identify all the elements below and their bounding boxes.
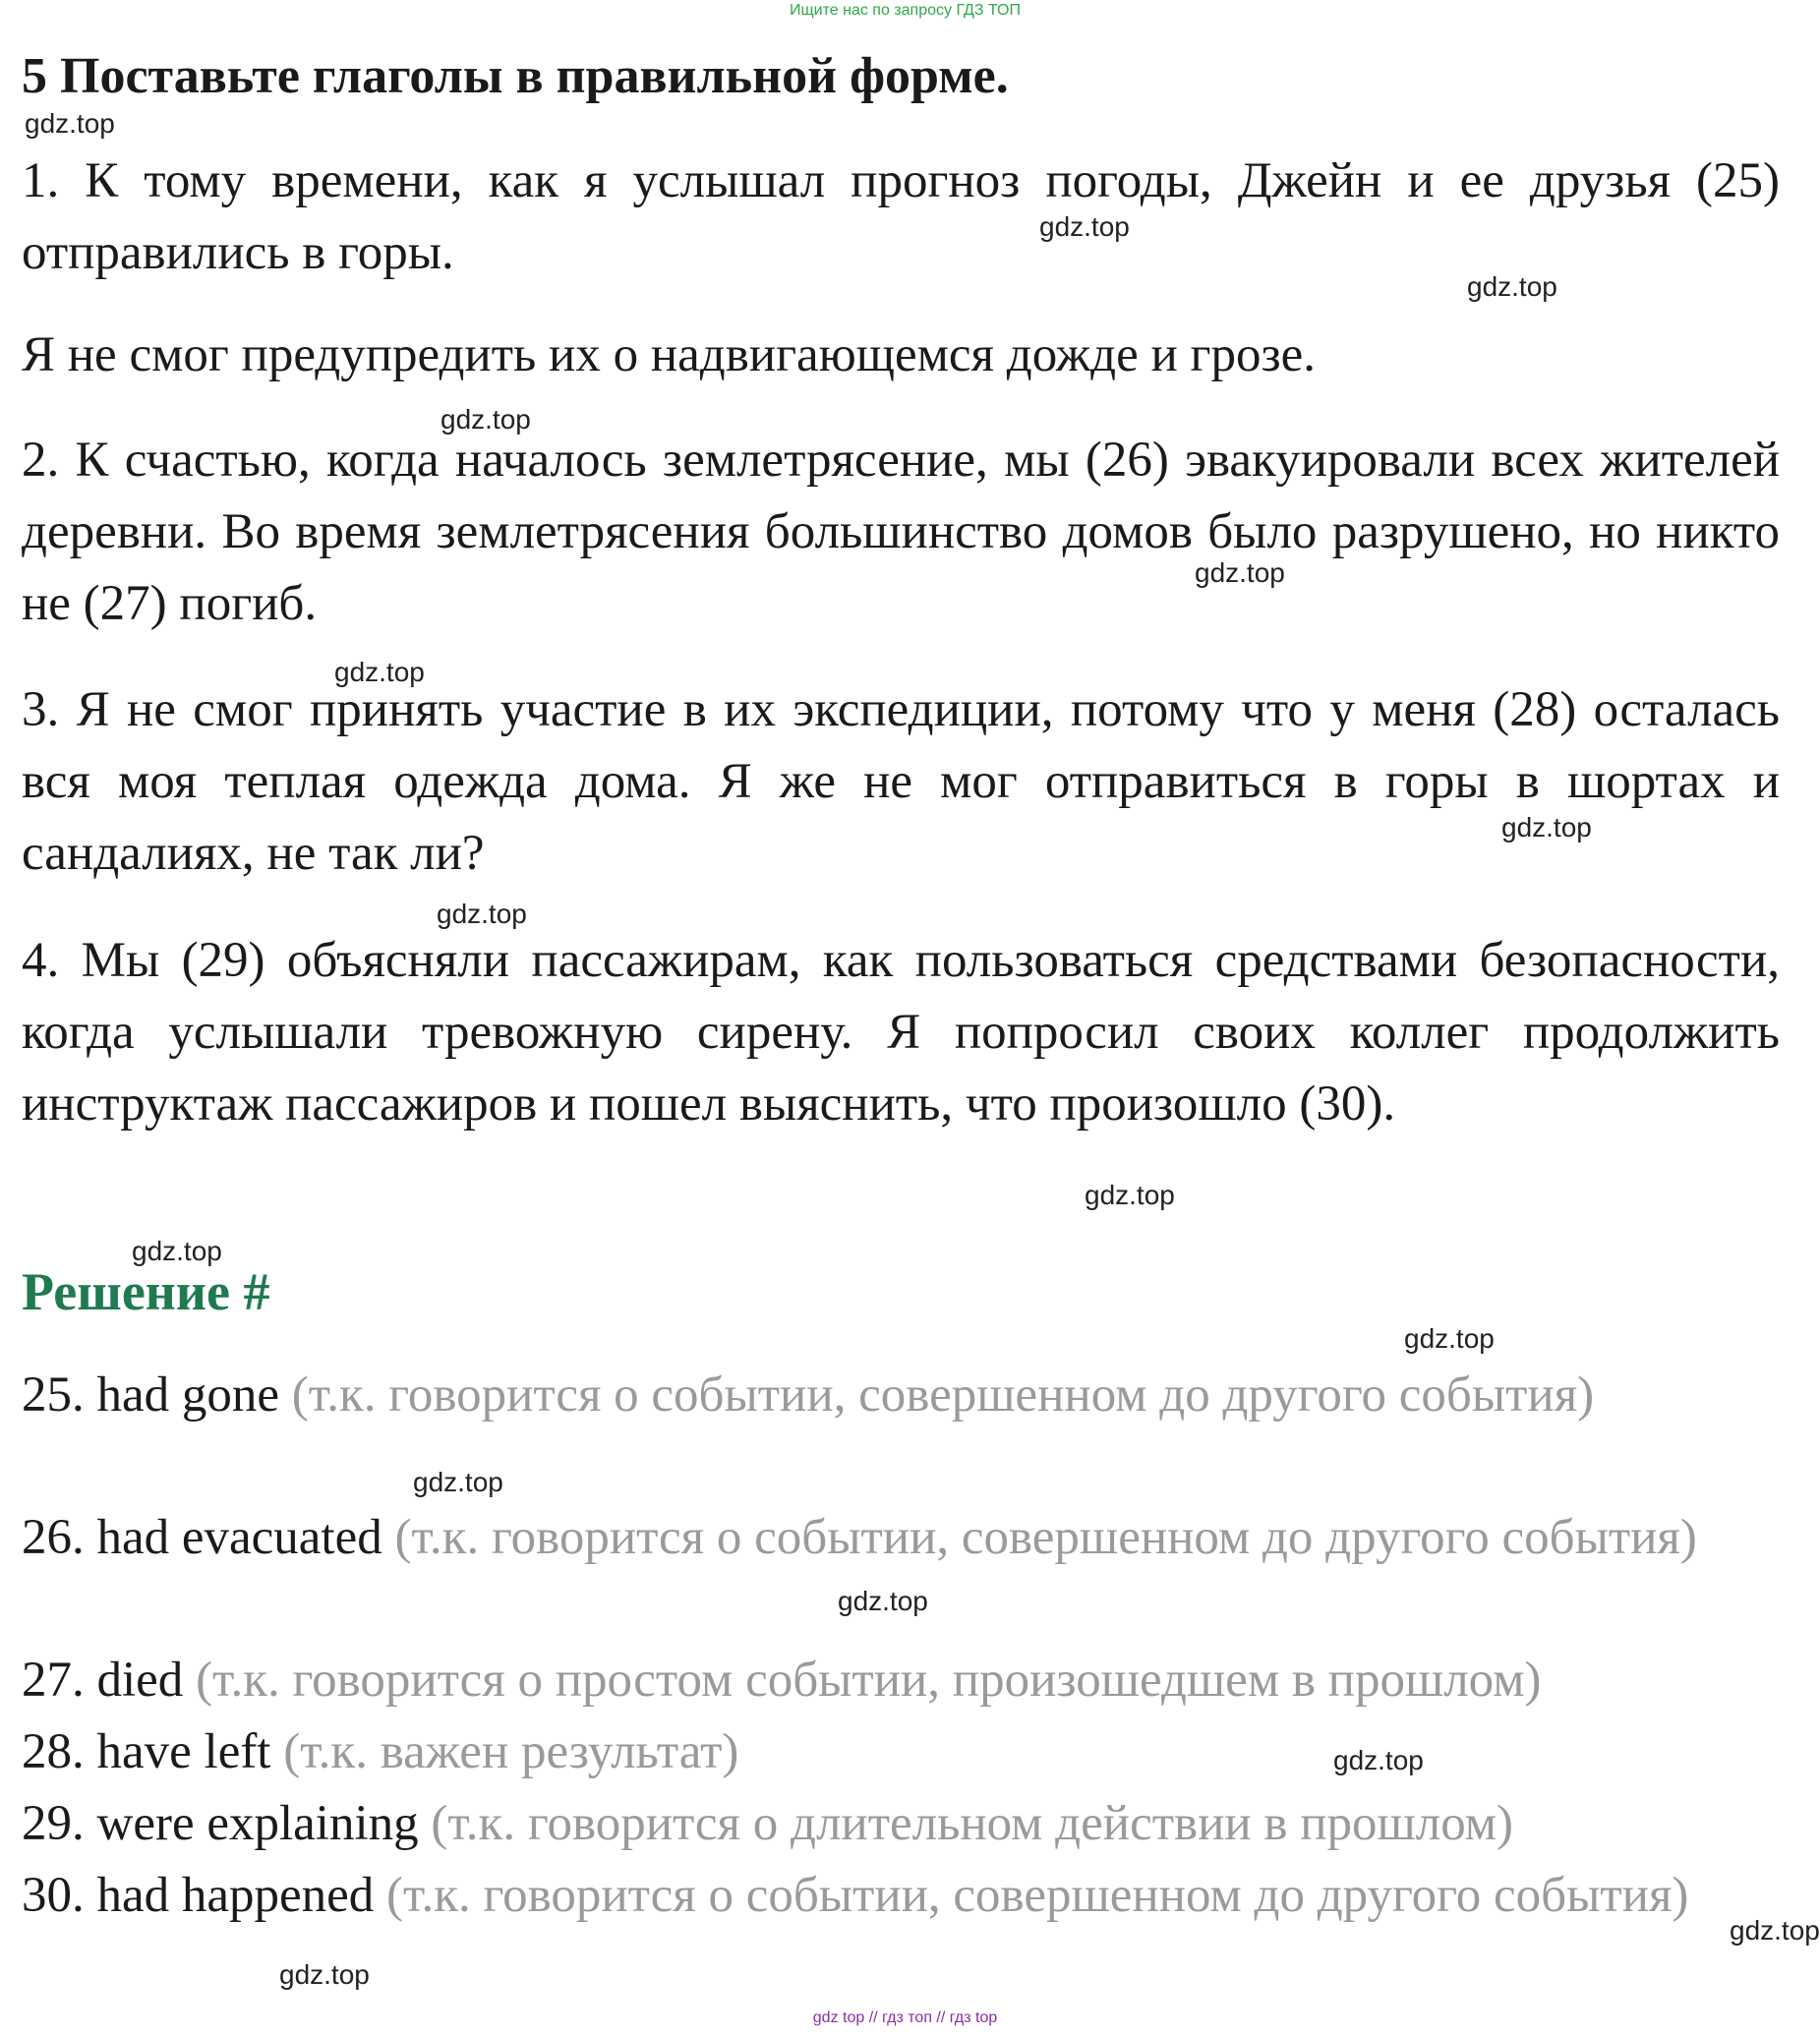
task-paragraph-1: 1. К тому времени, как я услышал прогноз погоды, Джейн и ее друзья (25) отправились в горы. <box>22 153 1780 280</box>
answer-28-note: (т.к. важен результат) <box>283 1724 739 1779</box>
watermark: gdz.top <box>1501 812 1592 843</box>
answer-27 <box>22 1645 1780 1716</box>
answer-28-value: 28. have left <box>22 1724 271 1779</box>
watermark: gdz.top <box>1404 1323 1495 1354</box>
watermark: gdz.top <box>1085 1180 1175 1210</box>
top-banner: Ищите нас по запросу ГДЗ ТОП <box>790 2 1021 19</box>
task-paragraph-4: 4. Мы (29) объясняли пассажирам, как пользоваться средствами безопасности, когда услышали тревожную сирену. Я попросил своих коллег продолжить инструктаж пассажиров и пошел выяснить, что произошло (30). <box>22 933 1780 1132</box>
task-paragraph-1b: Я не смог предупредить их о надвигающемся дожде и грозе. <box>22 327 1316 382</box>
answer-29-note: (т.к. говорится о длительном действии в прошлом) <box>431 1796 1514 1851</box>
bottom-banner: gdz top // гдз топ // гдз top <box>812 2009 998 2026</box>
watermark: gdz.top <box>1039 211 1130 242</box>
answer-30-note: (т.к. говорится о событии, совершенном до другого события) <box>386 1868 1689 1923</box>
answer-29-value: 29. were explaining <box>22 1796 419 1851</box>
watermark: gdz.top <box>1730 1915 1820 1946</box>
task-paragraph-2: 2. К счастью, когда началось землетрясение, мы (26) эвакуировали всех жителей деревни. Во время землетрясения большинство домов было разрушено, но никто не (27) погиб. <box>22 433 1780 631</box>
answer-28 <box>22 1716 1780 1788</box>
answer-30-value: 30. had happened <box>22 1868 375 1923</box>
watermark: gdz.top <box>413 1467 503 1497</box>
answer-26 <box>22 1502 1780 1574</box>
answer-27-value: 27. died <box>22 1653 184 1708</box>
watermark: gdz.top <box>1467 271 1557 302</box>
answer-27-note: (т.к. говорится о простом событии, произошедшем в прошлом) <box>196 1653 1542 1708</box>
watermark: gdz.top <box>334 657 425 687</box>
answer-25 <box>22 1360 1780 1431</box>
task-title: 5 Поставьте глаголы в правильной форме. <box>22 48 1009 104</box>
watermark: gdz.top <box>440 404 531 435</box>
answer-30 <box>22 1860 1780 1932</box>
answer-29 <box>22 1788 1780 1860</box>
answer-25-value: 25. had gone <box>22 1367 280 1423</box>
watermark: gdz.top <box>132 1236 222 1266</box>
answer-26-value: 26. had evacuated <box>22 1510 382 1565</box>
watermark: gdz.top <box>279 1959 370 1990</box>
solution-heading: Решение # <box>22 1262 270 1321</box>
watermark: gdz.top <box>25 108 115 139</box>
task-paragraph-3: 3. Я не смог принять участие в их экспедиции, потому что у меня (28) осталась вся моя теплая одежда дома. Я же не мог отправиться в горы в шортах и сандалиях, не так ли? <box>22 682 1780 881</box>
watermark: gdz.top <box>437 899 527 929</box>
watermark: gdz.top <box>1195 557 1285 588</box>
watermark: gdz.top <box>838 1586 928 1616</box>
answer-25-note: (т.к. говорится о событии, совершенном до другого события) <box>291 1367 1595 1423</box>
answer-26-note: (т.к. говорится о событии, совершенном до другого события) <box>394 1510 1697 1565</box>
watermark: gdz.top <box>1333 1745 1424 1775</box>
